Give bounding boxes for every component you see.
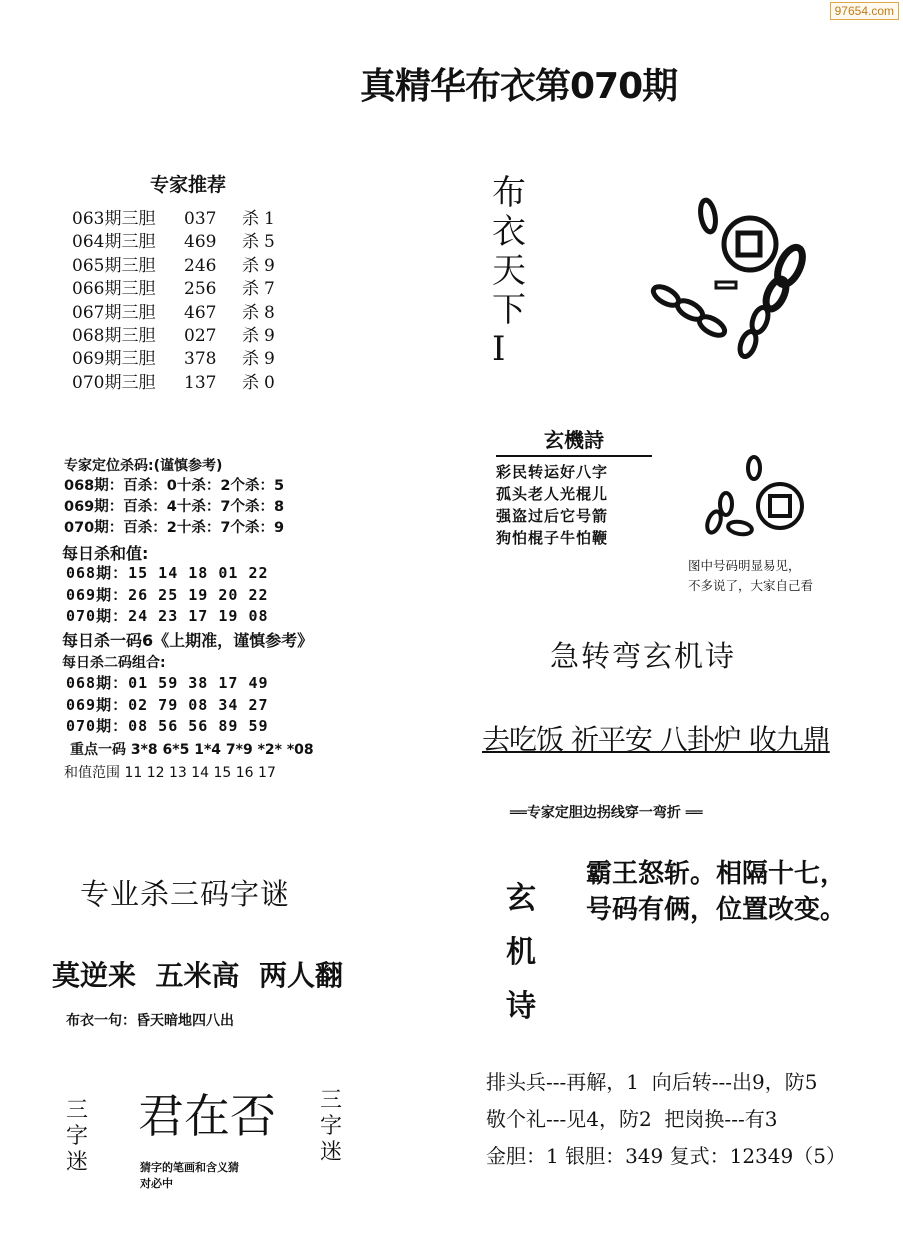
key-code: 重点一码 3*8 6*5 1*4 7*9 *2* *08 bbox=[70, 742, 314, 758]
expert-nums: 027 bbox=[184, 326, 217, 347]
daily-two-row: 070期：08 56 56 89 59 bbox=[66, 717, 269, 735]
site-watermark: 97654.com bbox=[830, 2, 899, 20]
position-kill-heading: 专家定位杀码:(谨慎参考) bbox=[64, 458, 223, 474]
sanzimi-right bbox=[320, 1088, 342, 1166]
coin-chain-illustration bbox=[640, 196, 820, 366]
expert-heading: 专家推荐 bbox=[150, 174, 227, 196]
sanzimi-char: 字 bbox=[320, 1114, 343, 1139]
xuanji-poem-heading: 玄機詩 bbox=[496, 424, 652, 457]
xuanji-vertical bbox=[506, 872, 536, 1034]
xuanji-poem-line: 狗怕棍子牛怕鞭 bbox=[496, 529, 609, 547]
sanzimi-char: 三 bbox=[66, 1098, 89, 1123]
sanzimi-char: 三 bbox=[320, 1088, 343, 1113]
expert-nums: 467 bbox=[184, 302, 217, 323]
xuanji-poem-line: 强盗过后它号箭 bbox=[496, 507, 609, 525]
junzaifou: 君在否 bbox=[138, 1089, 276, 1143]
expert-kill-label: 杀 bbox=[242, 232, 259, 253]
expert-kill: 7 bbox=[264, 279, 275, 300]
xuanji-char: 机 bbox=[506, 935, 536, 970]
riddle-line: 莫逆来 五米高 两人翻 bbox=[52, 959, 343, 992]
bottom-line: 排头兵---再解，1 向后转---出9，防5 bbox=[486, 1070, 818, 1094]
expert-kill: 9 bbox=[264, 255, 275, 276]
expert-period: 069期三胆 bbox=[72, 349, 156, 370]
expert-kill: 9 bbox=[264, 349, 275, 370]
guess-note-line: 猜字的笔画和含义猜 bbox=[140, 1161, 239, 1174]
bottom-line: 金胆：1 银胆：349 复式：12349（5） bbox=[486, 1144, 846, 1168]
daily-kill-two-rows bbox=[66, 673, 269, 738]
buyi-sentence: 布衣一句：昏天暗地四八出 bbox=[66, 1013, 234, 1029]
buyi-char: 布 bbox=[492, 173, 526, 213]
daily-sum-row: 070期：24 23 17 19 08 bbox=[66, 607, 269, 625]
sum-range: 和值范围 11 12 13 14 15 16 17 bbox=[64, 765, 276, 781]
image-caption bbox=[688, 556, 813, 596]
expert-kill-label: 杀 bbox=[242, 255, 259, 276]
expert-period: 068期三胆 bbox=[72, 326, 156, 347]
expert-row bbox=[72, 372, 275, 395]
buyi-char: 天 bbox=[492, 251, 526, 291]
expert-nums: 469 bbox=[184, 232, 217, 253]
buyi-tianxia-vertical bbox=[492, 174, 526, 369]
daily-sum-row: 068期：15 14 18 01 22 bbox=[66, 564, 269, 582]
expert-period: 064期三胆 bbox=[72, 232, 156, 253]
position-kill-row: 070期：百杀：2十杀：7个杀：9 bbox=[64, 520, 285, 536]
expert-row bbox=[72, 302, 275, 325]
expert-row bbox=[72, 278, 275, 301]
expert-kill-label: 杀 bbox=[242, 209, 259, 229]
expert-kill: 8 bbox=[264, 302, 275, 323]
expert-period: 066期三胆 bbox=[72, 279, 156, 300]
caption-line: 不多说了，大家自己看 bbox=[688, 578, 814, 593]
xuanji-poem-line: 彩民转运好八字 bbox=[496, 463, 609, 481]
expert-row bbox=[72, 208, 275, 231]
expert-list bbox=[72, 208, 275, 395]
expert-period: 070期三胆 bbox=[72, 372, 156, 393]
expert-nums: 137 bbox=[184, 372, 217, 393]
daily-kill-two-heading: 每日杀二码组合: bbox=[62, 655, 166, 671]
guess-note bbox=[140, 1160, 239, 1192]
separator-line: ══专家定胆边拐线穿一弯折 ══ bbox=[510, 805, 703, 821]
jizhuan-line: 去吃饭 祈平安 八卦炉 收九鼎 bbox=[482, 723, 830, 756]
daily-sum-heading: 每日杀和值: bbox=[62, 544, 149, 563]
bottom-line: 敬个礼---见4，防2 把岗换---有3 bbox=[486, 1107, 778, 1131]
buyi-char: 衣 bbox=[492, 212, 526, 252]
xuanji-poem-line: 孤头老人光棍儿 bbox=[496, 485, 609, 503]
sanzimi-left bbox=[66, 1098, 88, 1176]
daily-two-row: 068期：01 59 38 17 49 bbox=[66, 674, 269, 692]
bottom-lines bbox=[486, 1064, 846, 1175]
expert-kill: 5 bbox=[264, 232, 275, 253]
jizhuan-title: 急转弯玄机诗 bbox=[550, 639, 737, 673]
expert-period: 065期三胆 bbox=[72, 255, 156, 276]
expert-kill-label: 杀 bbox=[242, 302, 259, 323]
sanzimi-char: 迷 bbox=[66, 1150, 89, 1175]
expert-kill: 9 bbox=[264, 326, 275, 347]
expert-row bbox=[72, 325, 275, 348]
position-kill-row: 069期：百杀：4十杀：7个杀：8 bbox=[64, 499, 285, 515]
expert-kill: 1 bbox=[264, 209, 275, 229]
expert-row bbox=[72, 348, 275, 371]
expert-nums: 246 bbox=[184, 255, 217, 276]
coin-illustration-small bbox=[700, 450, 810, 550]
position-kill-rows bbox=[64, 476, 284, 539]
bawang-poem bbox=[586, 856, 846, 928]
expert-kill: 0 bbox=[264, 372, 275, 393]
position-kill-row: 068期：百杀：0十杀：2个杀：5 bbox=[64, 478, 285, 494]
expert-kill-label: 杀 bbox=[242, 349, 259, 370]
expert-nums: 037 bbox=[184, 209, 217, 229]
daily-kill-one: 每日杀一码6《上期准，谨慎参考》 bbox=[62, 631, 314, 650]
expert-period: 063期三胆 bbox=[72, 209, 156, 229]
buyi-char: I bbox=[492, 329, 506, 369]
sanzimi-char: 迷 bbox=[320, 1140, 343, 1165]
expert-nums: 256 bbox=[184, 279, 217, 300]
daily-sum-rows bbox=[66, 563, 269, 628]
xuanji-char: 玄 bbox=[506, 881, 536, 916]
page-title: 真精华布衣第070期 bbox=[360, 66, 678, 107]
expert-kill-label: 杀 bbox=[242, 372, 259, 393]
xuanji-char: 诗 bbox=[506, 989, 536, 1024]
expert-row bbox=[72, 231, 275, 254]
bawang-line: 霸王怒斩。相隔十七， bbox=[586, 859, 847, 889]
sanzimi-char: 字 bbox=[66, 1124, 89, 1149]
expert-period: 067期三胆 bbox=[72, 302, 156, 323]
buyi-char: 下 bbox=[492, 290, 526, 330]
expert-kill-label: 杀 bbox=[242, 279, 259, 300]
caption-line: 图中号码明显易见， bbox=[688, 558, 801, 573]
pro-kill-title: 专业杀三码字谜 bbox=[80, 877, 291, 911]
bawang-line: 号码有俩，位置改变。 bbox=[586, 895, 847, 925]
expert-row bbox=[72, 255, 275, 278]
expert-kill-label: 杀 bbox=[242, 326, 259, 347]
guess-note-line: 对必中 bbox=[140, 1177, 173, 1190]
xuanji-poem-box bbox=[496, 424, 652, 549]
daily-two-row: 069期：02 79 08 34 27 bbox=[66, 695, 269, 714]
daily-sum-row: 069期：26 25 19 20 22 bbox=[66, 585, 269, 604]
expert-nums: 378 bbox=[184, 349, 217, 370]
